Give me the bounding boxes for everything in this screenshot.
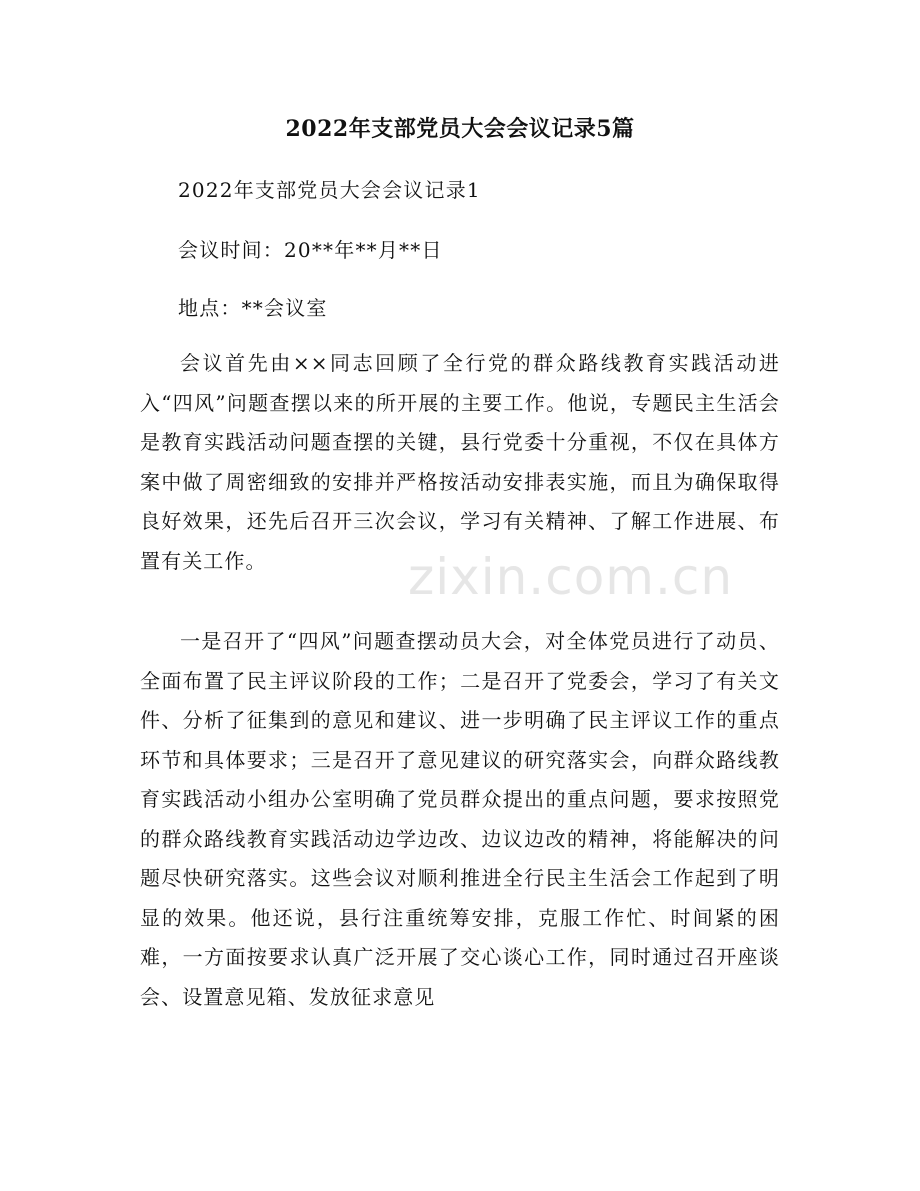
paragraph-2: 一是召开了“四风”问题查摆动员大会，对全体党员进行了动员、全面布置了民主评议阶段的工作；二是召开了党委会，学习了有关文件、分析了征集到的意见和建议、进一步明确了民主评议工作的重点环节和具体要求；三是召开了意见建议的研究落实会，向群众路线教育实践活动小组办公室明确了党员群众提出的重点问题，要求按照党的群众路线教育实践活动边学边改、边议边改的精神，将能解决的问题尽快研究落实。这些会议对顺利推进全行民主生活会工作起到了明显的效果。他还说，县行注重统筹安排，克服工作忙、时间紧的困难，一方面按要求认真广泛开展了交心谈心工作，同时通过召开座谈会、设置意见箱、发放征求意见 — [140, 629, 780, 1009]
meeting-location: 地点：**会议室 — [178, 296, 328, 320]
document-title: 2022年支部党员大会会议记录5篇 — [285, 116, 635, 142]
meeting-time: 会议时间：20**年**月**日 — [178, 238, 443, 262]
watermark: zixin.com.cn — [408, 548, 734, 606]
paragraph-1: 会议首先由××同志回顾了全行党的群众路线教育实践活动进入“四风”问题查摆以来的所开展的主要工作。他说，专题民主生活会是教育实践活动问题查摆的关键，县行党委十分重视，不仅在具体方案中做了周密细致的安排并严格按活动安排表实施，而且为确保取得良好效果，还先后召开三次会议，学习有关精神、了解工作进展、布置有关工作。 — [140, 351, 780, 573]
section-heading: 2022年支部党员大会会议记录1 — [178, 178, 481, 202]
